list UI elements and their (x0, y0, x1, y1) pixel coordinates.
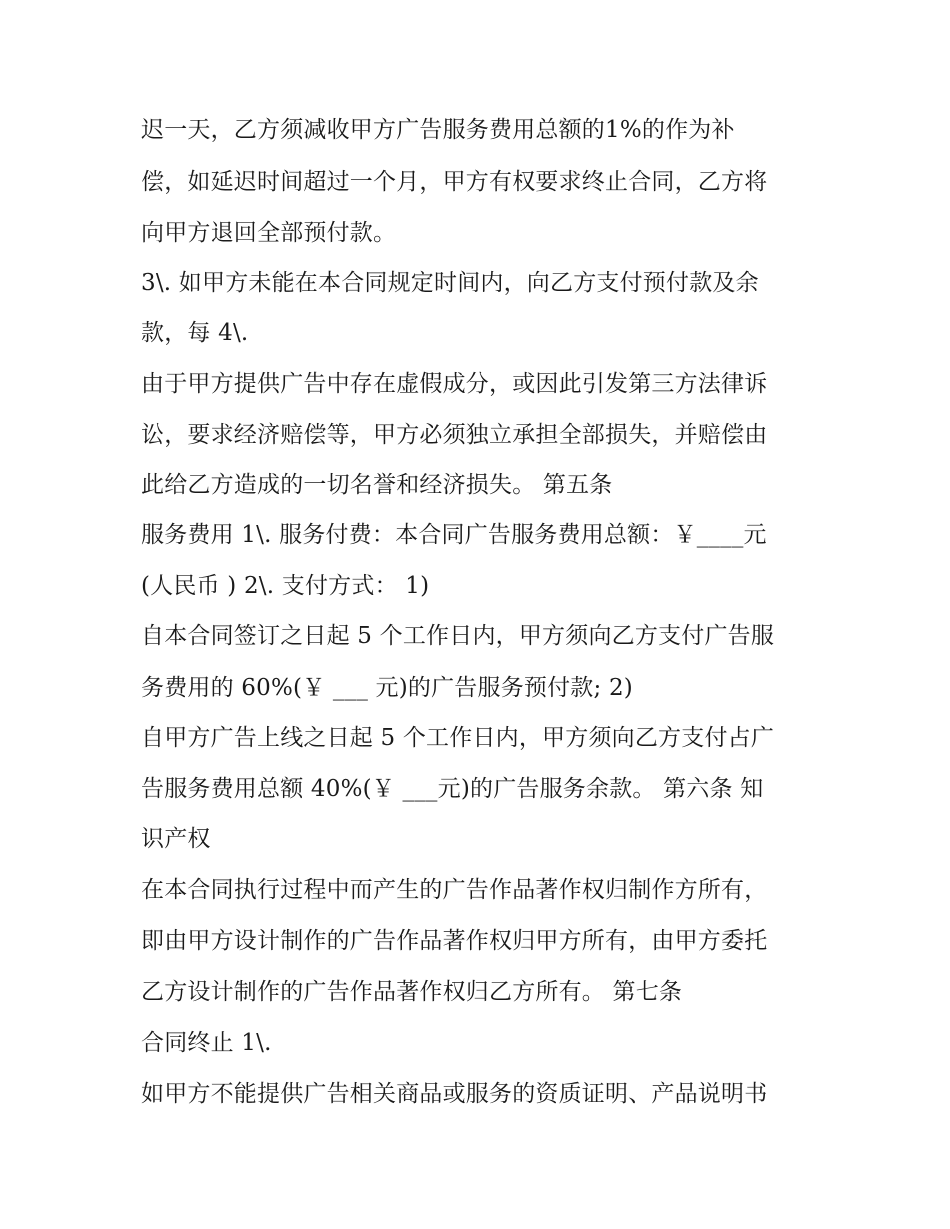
text-line: (人民币 ) 2\. 支付方式： 1) (141, 573, 430, 599)
text-line: 自本合同签订之日起 5 个工作日内，甲方须向乙方支付广告服 (141, 623, 775, 649)
text-line: 由于甲方提供广告中存在虚假成分，或因此引发第三方法律诉 (141, 371, 768, 397)
text-line: 偿，如延迟时间超过一个月，甲方有权要求终止合同，乙方将 (141, 169, 768, 195)
text-line: 如甲方不能提供广告相关商品或服务的资质证明、产品说明书 (141, 1081, 768, 1107)
text-line: 此给乙方造成的一切名誉和经济损失。 第五条 (141, 472, 613, 498)
text-line: 告服务费用总额 40%(￥ ___元)的广告服务余款。 第六条 知 (141, 776, 764, 802)
text-line: 3\. 如甲方未能在本合同规定时间内，向乙方支付预付款及余 (141, 270, 759, 296)
text-line: 向甲方退回全部预付款。 (141, 220, 397, 246)
text-line: 款，每 4\. (141, 320, 249, 346)
text-line: 乙方设计制作的广告作品著作权归乙方所有。 第七条 (141, 979, 683, 1005)
text-line: 即由甲方设计制作的广告作品著作权归甲方所有，由甲方委托 (141, 928, 768, 954)
text-line: 在本合同执行过程中而产生的广告作品著作权归制作方所有， (141, 877, 768, 903)
text-line: 自甲方广告上线之日起 5 个工作日内，甲方须向乙方支付占广 (141, 725, 775, 751)
text-line: 服务费用 1\. 服务付费：本合同广告服务费用总额：￥____元 (141, 522, 767, 548)
text-line: 合同终止 1\. (141, 1030, 272, 1056)
text-line: 识产权 (141, 826, 211, 852)
text-line: 迟一天，乙方须减收甲方广告服务费用总额的1%的作为补 (141, 117, 735, 143)
text-line: 务费用的 60%(￥ ___ 元)的广告服务预付款; 2) (141, 675, 633, 701)
text-line: 讼，要求经济赔偿等，甲方必须独立承担全部损失，并赔偿由 (141, 422, 768, 448)
